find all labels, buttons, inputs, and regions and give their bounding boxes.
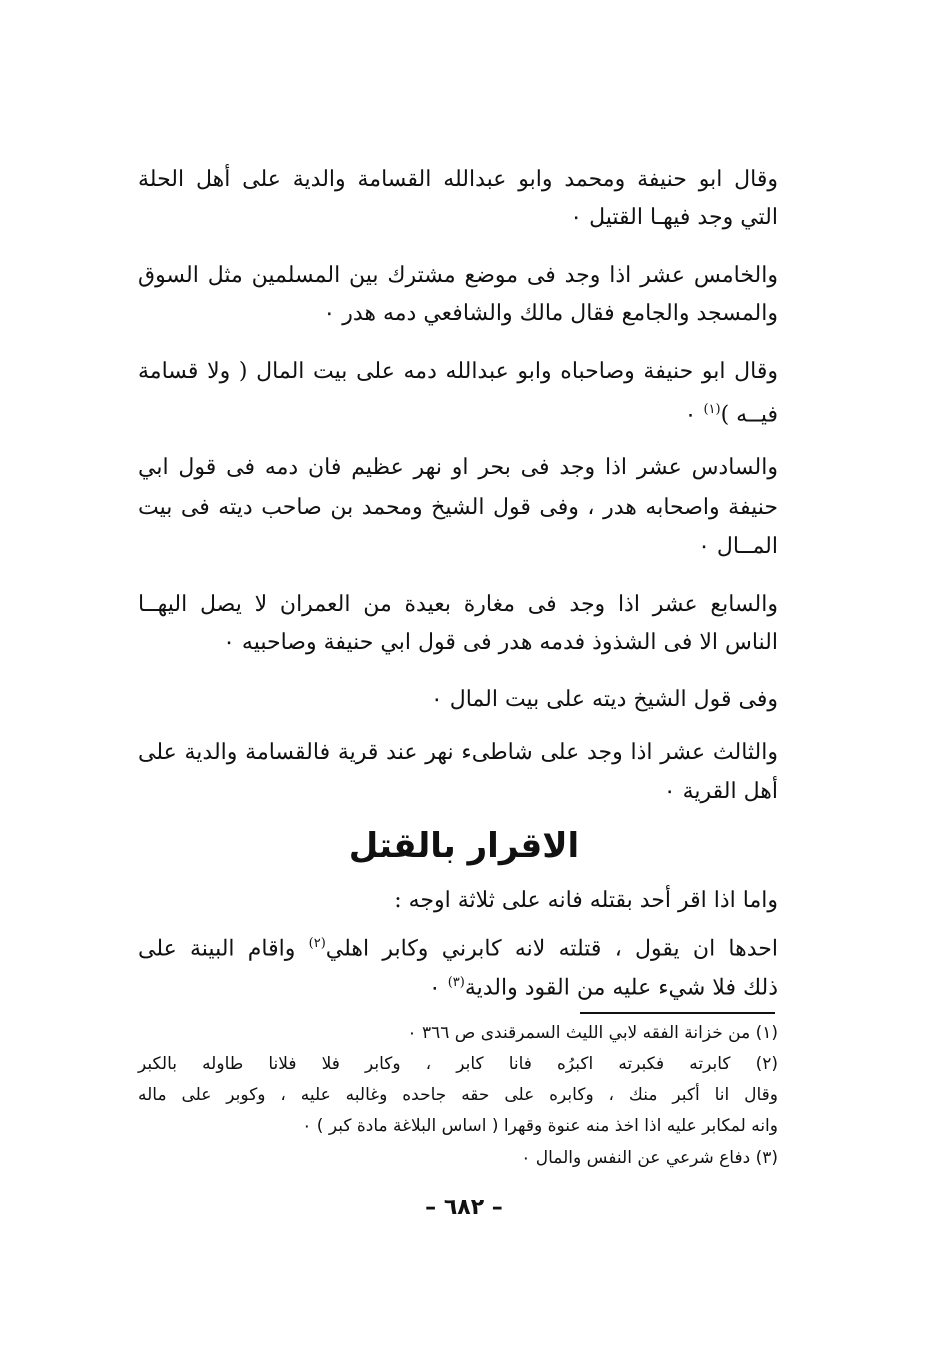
- confession-line-1-text: احدها ان يقول ، قتلته لانه كابرني وكابر اهلي: [325, 936, 778, 962]
- confession-line-1-end: واقام البينة على: [138, 936, 296, 962]
- footnote-2-line-1: (٢) كابرته فكبرته اكبرُه فانا كابر ، وكابر فلا فلانا طاوله بالكبر: [138, 1054, 778, 1074]
- footnote-2-line-3: وانه لمكابر عليه اذا اخذ منه عنوة وقهرا ( اساس البلاغة مادة كبر ) ٠: [302, 1116, 778, 1136]
- paragraph-3-line-2-end: ٠: [684, 402, 697, 428]
- paragraph-2-line-1: والخامس عشر اذا وجد فى موضع مشترك بين المسلمين مثل السوق: [138, 263, 778, 288]
- footnote-1: (١) من خزانة الفقه لابي الليث السمرقندى ص ٣٦٦ ٠: [407, 1023, 778, 1043]
- footnote-ref-3: (٣): [447, 975, 465, 990]
- confession-line-1: [138, 927, 778, 966]
- paragraph-5-line-1: والسابع عشر اذا وجد فى مغارة بعيدة من العمران لا يصل اليهــا: [138, 592, 778, 617]
- paragraph-3-line-2-text: فيــه ): [720, 402, 778, 428]
- paragraph-3-line-2: [138, 393, 778, 432]
- footnote-3: (٣) دفاع شرعي عن النفس والمال ٠: [521, 1148, 778, 1168]
- paragraph-4-line-2: حنيفة واصحابه هدر ، وفى قول الشيخ ومحمد بن صاحب ديته فى بيت: [138, 495, 778, 520]
- paragraph-1-line-2: التي وجد فيهـا القتيل ٠: [570, 205, 778, 230]
- confession-line-2: [138, 966, 778, 1005]
- footnote-2-line-2: وقال انا أكبر منك ، وكابره على حقه جاحده وغالبه عليه ، وكوبر على ماله: [138, 1085, 778, 1105]
- footnote-separator: [580, 1012, 775, 1014]
- confession-line-2-end: ٠: [428, 975, 441, 1001]
- intro-line: واما اذا اقر أحد بقتله فانه على ثلاثة اوجه :: [394, 888, 778, 913]
- paragraph-7-line-2: أهل القرية ٠: [663, 779, 778, 804]
- paragraph-3-line-1: وقال ابو حنيفة وصاحباه وابو عبدالله دمه على بيت المال ( ولا قسامة: [138, 359, 778, 384]
- paragraph-4-line-3: المــال ٠: [698, 534, 778, 559]
- section-heading: الاقرار بالقتل: [348, 826, 580, 866]
- paragraph-6-line-1: وفى قول الشيخ ديته على بيت المال ٠: [430, 687, 778, 712]
- footnote-ref-2: (٢): [308, 936, 326, 951]
- page-number: – ٦٨٢ –: [425, 1195, 503, 1220]
- paragraph-2-line-2: والمسجد والجامع فقال مالك والشافعي دمه هدر ٠: [323, 301, 778, 326]
- footnote-ref-1: (١): [703, 402, 721, 417]
- paragraph-1-line-1: وقال ابو حنيفة ومحمد وابو عبدالله القسامة والدية على أهل الحلة: [138, 167, 778, 192]
- confession-line-2-text: ذلك فلا شيء عليه من القود والدية: [464, 975, 778, 1001]
- paragraph-7-line-1: والثالث عشر اذا وجد على شاطىء نهر عند قرية فالقسامة والدية على: [138, 740, 778, 765]
- paragraph-4-line-1: والسادس عشر اذا وجد فى بحر او نهر عظيم فان دمه فى قول ابي: [138, 455, 778, 480]
- paragraph-5-line-2: الناس الا فى الشذوذ فدمه هدر فى قول ابي حنيفة وصاحبيه ٠: [223, 630, 778, 655]
